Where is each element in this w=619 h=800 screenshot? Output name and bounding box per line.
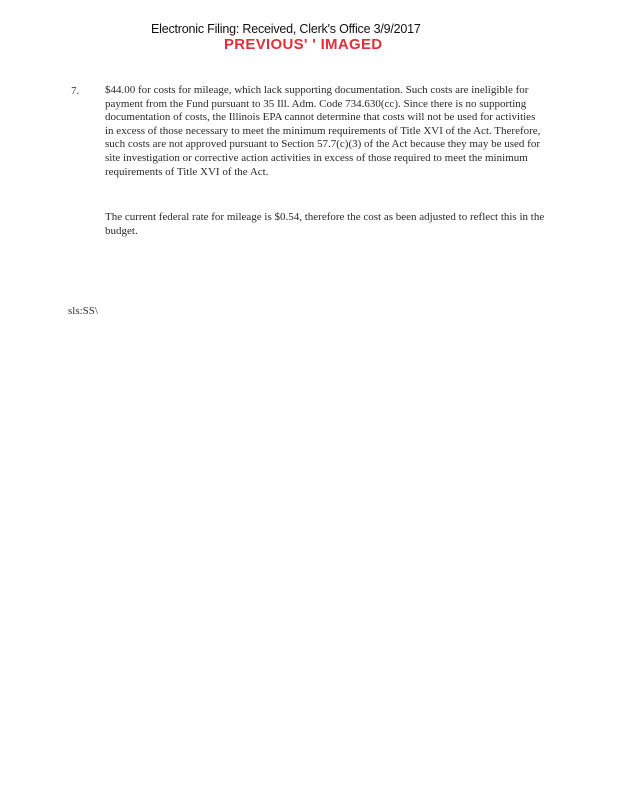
- item-paragraph-mileage: $44.00 for costs for mileage, which lack supporting documentation. Such costs are ineligible for payment from the Fund pursuant to 35 Ill. Adm. Code 734.630(cc). Since there is no supporting documentation of costs, the Illinois EPA cannot determine that costs will not be used for activities in excess of those necessary to meet the minimum requirements of Title XVI of the Act. Therefore, such costs are not approved pursuant to Section 57.7(c)(3) of the Act because they may be used for site investigation or corrective action activities in excess of those required to meet the minimum requirements of Title XVI of the Act.: [105, 84, 541, 178]
- item-paragraph-rate: The current federal rate for mileage is $0.54, therefore the cost as been adjusted to reflect this in the budget.: [105, 211, 545, 237]
- filing-header: Electronic Filing: Received, Clerk's Office 3/9/2017: [151, 22, 421, 36]
- author-initials: sls:SS\: [68, 305, 98, 317]
- item-number: 7.: [71, 85, 80, 97]
- previously-imaged-stamp: PREVIOUS' ' IMAGED: [224, 36, 383, 53]
